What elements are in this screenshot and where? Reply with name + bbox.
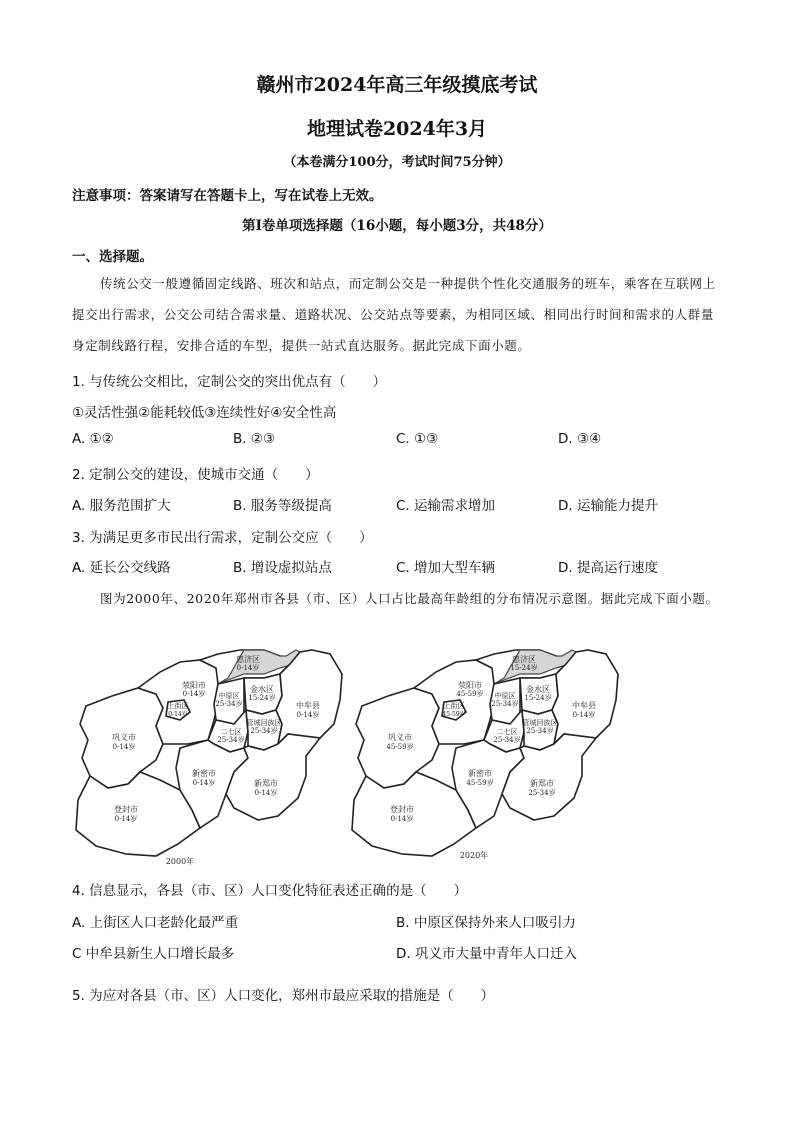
label-erqi-2000: 二七区 (220, 728, 242, 736)
label-shangjie-2020: 上街区 (443, 702, 465, 710)
passage-1-line: 需求的人群量身定制线路行程，安排合适的车型，提供一站式直达服务。据此完成下面小题。 (72, 307, 714, 353)
passage-2-line: 小题。 (679, 591, 719, 606)
label-huiji-2000-age: 0-14岁 (236, 664, 260, 672)
label-zhongmou-2020-age: 0-14岁 (572, 711, 596, 719)
question-3-option-a[interactable]: A. 延长公交线路 (72, 560, 171, 576)
label-jinshui-2020-age: 15-24岁 (524, 694, 552, 702)
label-zhongmou-2000: 中牟县 (296, 701, 320, 710)
label-zhongyuan-2020: 中原区 (494, 692, 516, 700)
question-4-option-a[interactable]: A. 上街区人口老龄化最严重 (72, 915, 239, 931)
passage-1 (72, 268, 722, 361)
label-xinmi-2000: 新密市 (192, 769, 216, 778)
passage-1-line: 传统公交一般遵循固定线路、班次和站点，而定制公交是一种提供个性化交通服务的班车，乘客在互 (100, 276, 677, 291)
question-2-stem: 2. 定制公交的建设，使城市交通（ ） (72, 467, 319, 483)
question-5-stem: 5. 为应对各县（市、区）人口变化，郑州市最应采取的措施是（ ） (72, 988, 495, 1004)
attention-note: 注意事项：答案请写在答题卡上，写在试卷上无效。 (72, 188, 383, 204)
question-4-option-b[interactable]: B. 中原区保持外来人口吸引力 (396, 915, 576, 931)
label-shangjie-2000-age: 0-14岁 (168, 711, 188, 718)
label-huiji-2020-age: 15-24岁 (510, 664, 538, 672)
section-title: 第Ⅰ卷单项选择题（16小题，每小题3分，共48分） (242, 218, 552, 234)
label-xingyang-2020-age: 45-59岁 (456, 690, 484, 698)
question-2-option-c[interactable]: C. 运输需求增加 (396, 498, 496, 514)
label-zhongmou-2020: 中牟县 (572, 701, 596, 710)
label-erqi-2020: 二七区 (496, 728, 518, 736)
question-1-option-b[interactable]: B. ②③ (233, 431, 276, 447)
question-1-option-d[interactable]: D. ③④ (558, 431, 602, 447)
map-2000 (68, 648, 368, 870)
label-gongyi-2000: 巩义市 (112, 733, 136, 742)
label-guancheng-2000-age: 25-34岁 (250, 727, 278, 735)
question-4-option-d[interactable]: D. 巩义市大量中青年人口迁入 (396, 946, 577, 962)
label-jinshui-2020: 金水区 (526, 685, 550, 694)
label-gongyi-2020-age: 45-59岁 (386, 743, 414, 751)
label-guancheng-2000: 管城回族区 (246, 719, 282, 727)
label-xinzheng-2020-age: 25-34岁 (528, 789, 556, 797)
label-gongyi-2000-age: 0-14岁 (112, 743, 136, 751)
label-xinmi-2000-age: 0-14岁 (192, 779, 216, 787)
label-erqi-2000-age: 25-34岁 (217, 736, 245, 744)
label-shangjie-2000: 上街区 (167, 702, 189, 710)
label-gongyi-2020: 巩义市 (388, 733, 412, 742)
question-3-option-d[interactable]: D. 提高运行速度 (558, 560, 658, 576)
passage-2 (72, 583, 722, 614)
question-4-stem: 4. 信息显示，各县（市、区）人口变化特征表述正确的是（ ） (72, 883, 468, 899)
exam-note: （本卷满分100分，考试时间75分钟） (283, 155, 511, 170)
label-guancheng-2020-age: 25-34岁 (526, 727, 554, 735)
label-jinshui-2000-age: 15-24岁 (248, 694, 276, 702)
label-huiji-2000: 惠济区 (236, 655, 260, 664)
map-2000-year-label: 2000年 (165, 857, 195, 866)
label-jinshui-2000: 金水区 (250, 685, 274, 694)
label-dengfeng-2000: 登封市 (114, 805, 138, 814)
question-1-option-c[interactable]: C. ①③ (396, 431, 439, 447)
exam-title: 赣州市2024年高三年级摸底考试 (256, 74, 538, 96)
question-3-option-c[interactable]: C. 增加大型车辆 (396, 560, 496, 576)
label-xinzheng-2020: 新郑市 (530, 779, 554, 788)
label-dengfeng-2020-age: 0-14岁 (390, 815, 414, 823)
question-3-stem: 3. 为满足更多市民出行需求，定制公交应（ ） (72, 530, 373, 546)
question-1-option-a[interactable]: A. ①② (72, 431, 114, 447)
label-zhongyuan-2020-age: 25-34岁 (491, 700, 519, 708)
label-huiji-2020: 惠济区 (512, 655, 536, 664)
label-xingyang-2020: 荥阳市 (458, 681, 482, 690)
label-xinmi-2020-age: 45-59岁 (466, 779, 494, 787)
part-heading: 一、选择题。 (72, 249, 153, 265)
label-guancheng-2020: 管城回族区 (522, 719, 558, 727)
passage-1-line: 联网上提交出行需求，公交公司结合需求量、道路状况、公交站点等要素，为相同区域、相同出行时间和 (72, 276, 716, 322)
label-dengfeng-2000-age: 0-14岁 (114, 815, 138, 823)
map-2020-year-label: 2020年 (459, 851, 489, 860)
map-2020 (344, 648, 644, 870)
label-zhongyuan-2000-age: 25-34岁 (215, 700, 243, 708)
question-2-option-a[interactable]: A. 服务范围扩大 (72, 498, 171, 514)
question-2-option-d[interactable]: D. 运输能力提升 (558, 498, 658, 514)
question-1-stem: 1. 与传统公交相比，定制公交的突出优点有（ ） (72, 374, 387, 390)
question-3-option-b[interactable]: B. 增设虚拟站点 (233, 560, 332, 576)
label-zhongmou-2000-age: 0-14岁 (296, 711, 320, 719)
label-xinzheng-2000-age: 0-14岁 (254, 789, 278, 797)
label-dengfeng-2020: 登封市 (390, 805, 414, 814)
label-zhongyuan-2000: 中原区 (218, 692, 240, 700)
label-erqi-2020-age: 25-34岁 (493, 736, 521, 744)
label-shangjie-2020-age: 45-59岁 (442, 711, 466, 718)
label-xinmi-2020: 新密市 (468, 769, 492, 778)
label-xingyang-2000: 荥阳市 (182, 681, 206, 690)
exam-subtitle: 地理试卷2024年3月 (306, 118, 488, 140)
passage-2-line: 图为2000年、2020年郑州市各县（市、区）人口占比最高年龄组的分布情况示意图。据此完成下面 (100, 591, 680, 606)
question-1-statements: ①灵活性强②能耗较低③连续性好④安全性高 (72, 405, 337, 421)
label-xingyang-2000-age: 0-14岁 (182, 690, 206, 698)
label-xinzheng-2000: 新郑市 (254, 779, 278, 788)
question-4-option-c[interactable]: C 中牟县新生人口增长最多 (72, 946, 235, 962)
question-2-option-b[interactable]: B. 服务等级提高 (233, 498, 332, 514)
